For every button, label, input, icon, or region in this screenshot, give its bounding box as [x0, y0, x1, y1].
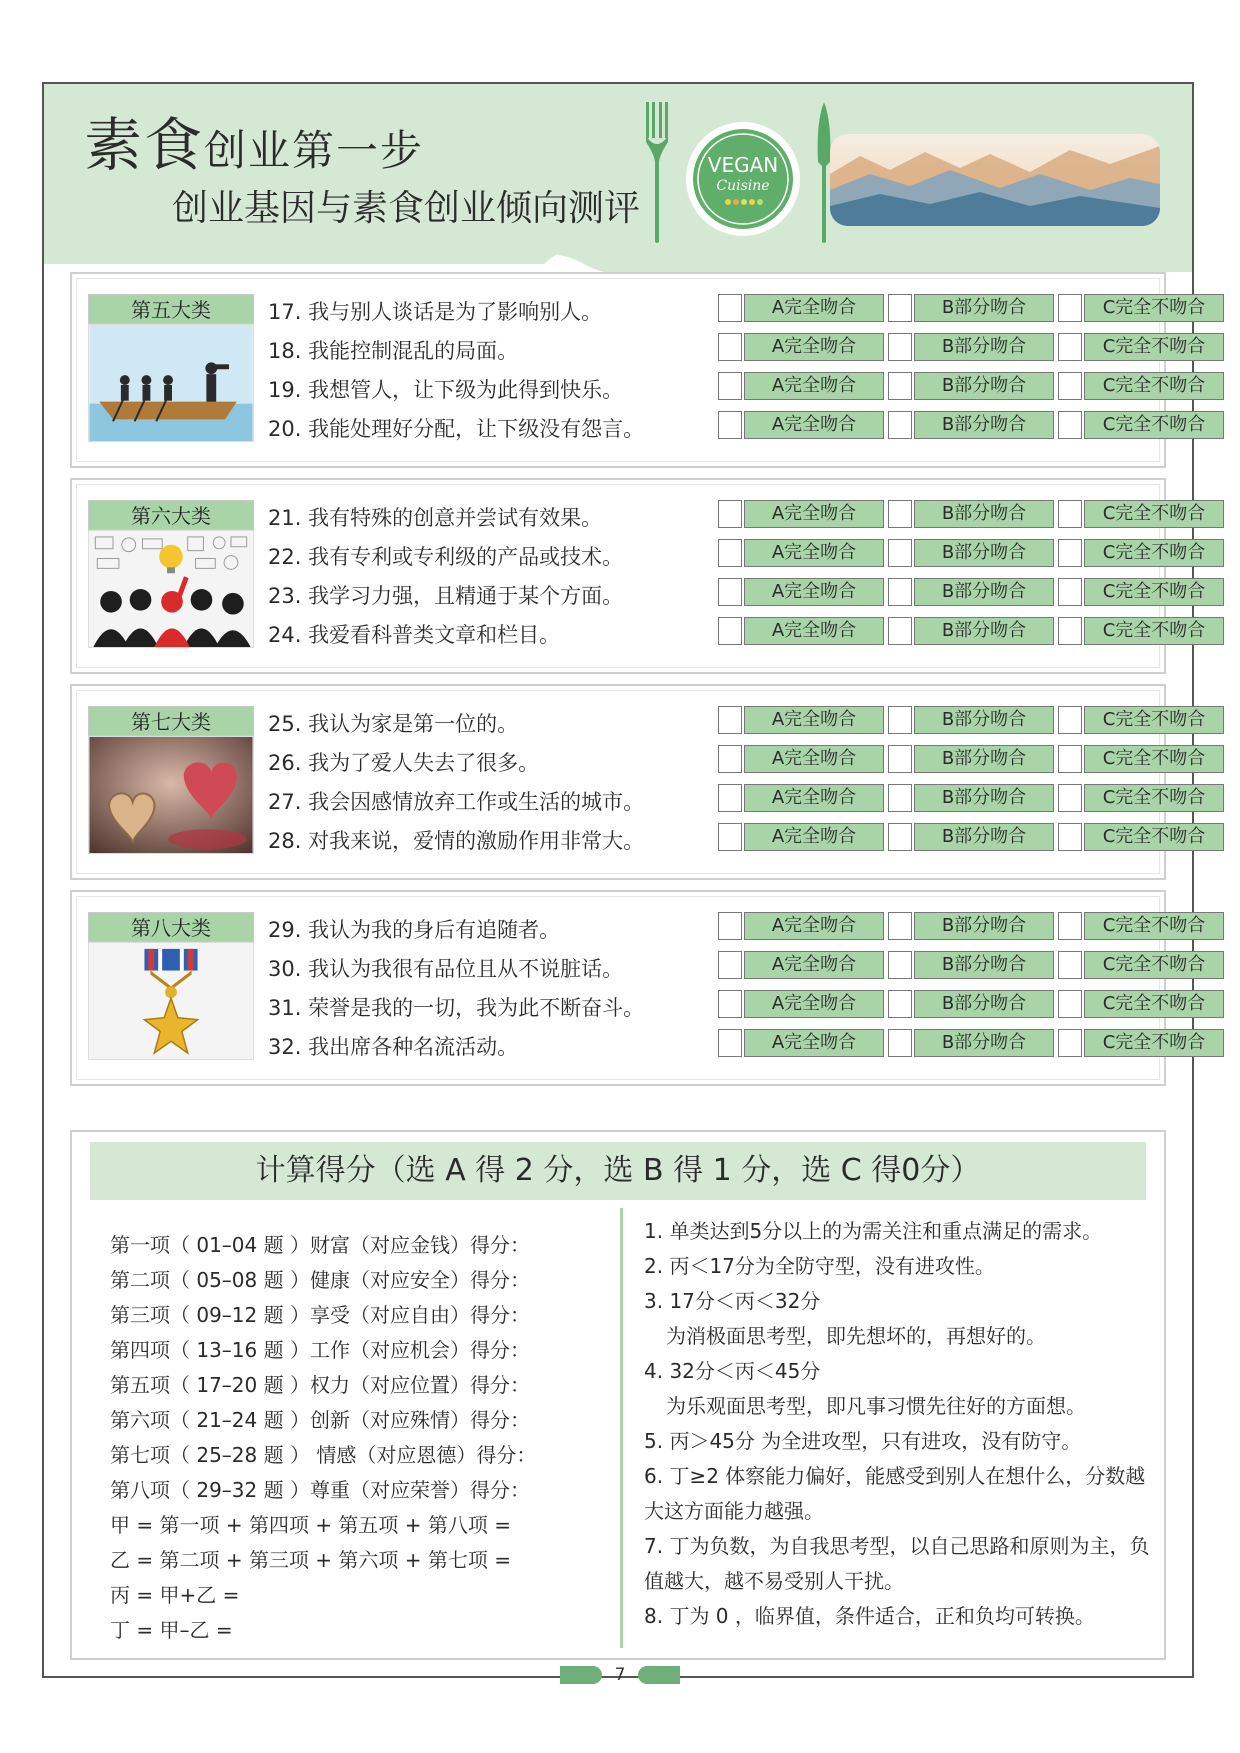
question-row: [268, 292, 1206, 326]
checkbox-b[interactable]: [888, 539, 912, 567]
checkbox-b[interactable]: [888, 823, 912, 851]
checkbox-b[interactable]: [888, 333, 912, 361]
page-subtitle: 创业基因与素食创业倾向测评: [172, 188, 641, 229]
checkbox-c[interactable]: [1058, 912, 1082, 940]
option-b-label: B部分吻合: [914, 294, 1054, 322]
medal-icon: [88, 942, 254, 1060]
checkbox-a[interactable]: [718, 500, 742, 528]
option-c-label: C完全不吻合: [1084, 617, 1224, 645]
question-text: 31. 荣誉是我的一切，我为此不断奋斗。: [268, 996, 645, 1020]
question-text: 26. 我为了爱人失去了很多。: [268, 751, 540, 775]
checkbox-b[interactable]: [888, 1029, 912, 1057]
checkbox-b[interactable]: [888, 745, 912, 773]
checkbox-b[interactable]: [888, 706, 912, 734]
question-text: 28. 对我来说，爱情的激励作用非常大。: [268, 829, 645, 853]
checkbox-a[interactable]: [718, 372, 742, 400]
checkbox-c[interactable]: [1058, 951, 1082, 979]
option-b-label: B部分吻合: [914, 617, 1054, 645]
category-label: 第八大类: [88, 912, 254, 942]
category-label: 第五大类: [88, 294, 254, 324]
question-text: 27. 我会因感情放弃工作或生活的城市。: [268, 790, 645, 814]
option-a-label: A完全吻合: [744, 539, 884, 567]
checkbox-c[interactable]: [1058, 990, 1082, 1018]
checkbox-c[interactable]: [1058, 784, 1082, 812]
option-c-label: C完全不吻合: [1084, 1029, 1224, 1057]
checkbox-a[interactable]: [718, 411, 742, 439]
option-c-label: C完全不吻合: [1084, 372, 1224, 400]
score-item: 第四项（ 13–16 题 ）工作（对应机会）得分：: [110, 1338, 530, 1362]
option-c-label: C完全不吻合: [1084, 539, 1224, 567]
option-b-label: B部分吻合: [914, 745, 1054, 773]
logo-text-top: VEGAN: [707, 153, 779, 177]
question-text: 32. 我出席各种名流活动。: [268, 1035, 519, 1059]
interpretation-item: 5. 丙＞45分 为全进攻型，只有进攻，没有防守。: [644, 1429, 1082, 1453]
scoring-divider: [620, 1208, 623, 1648]
scoring-title: 计算得分（选 A 得 2 分，选 B 得 1 分，选 C 得0分）: [90, 1142, 1146, 1200]
interpretation-list: [644, 1214, 1150, 1634]
score-item: 第八项（ 29–32 题 ）尊重（对应荣誉）得分：: [110, 1478, 530, 1502]
question-row: [268, 576, 1206, 610]
question-text: 25. 我认为家是第一位的。: [268, 712, 519, 736]
checkbox-c[interactable]: [1058, 823, 1082, 851]
interpretation-item: 1. 单类达到5分以上的为需关注和重点满足的需求。: [644, 1219, 1103, 1243]
option-a-label: A完全吻合: [744, 823, 884, 851]
category-section-6: [70, 478, 1206, 674]
question-text: 18. 我能控制混乱的局面。: [268, 339, 519, 363]
checkbox-b[interactable]: [888, 294, 912, 322]
question-text: 29. 我认为我的身后有追随者。: [268, 918, 561, 942]
page-number-text: 7: [614, 1665, 626, 1685]
checkbox-a[interactable]: [718, 617, 742, 645]
option-b-label: B部分吻合: [914, 411, 1054, 439]
option-a-label: A完全吻合: [744, 294, 884, 322]
checkbox-c[interactable]: [1058, 539, 1082, 567]
title-big: 素食: [84, 111, 205, 179]
question-row: [268, 1027, 1206, 1061]
option-a-label: A完全吻合: [744, 372, 884, 400]
title-rest: 创业第一步: [204, 126, 425, 175]
option-c-label: C完全不吻合: [1084, 706, 1224, 734]
page-number-bar-right: [638, 1666, 680, 1684]
score-formula: 丁 = 甲–乙 =: [110, 1618, 233, 1642]
question-row: [268, 782, 1206, 816]
score-item: 第一项（ 01–04 题 ）财富（对应金钱）得分：: [110, 1233, 530, 1257]
checkbox-a[interactable]: [718, 912, 742, 940]
option-b-label: B部分吻合: [914, 500, 1054, 528]
checkbox-a[interactable]: [718, 539, 742, 567]
checkbox-a[interactable]: [718, 823, 742, 851]
option-a-label: A完全吻合: [744, 706, 884, 734]
question-row: [268, 615, 1206, 649]
option-b-label: B部分吻合: [914, 912, 1054, 940]
question-row: [268, 331, 1206, 365]
interpretation-item: 7. 丁为负数，为自我思考型，以自己思路和原则为主，负值越大，越不易受别人干扰。: [644, 1534, 1150, 1593]
checkbox-c[interactable]: [1058, 294, 1082, 322]
checkbox-b[interactable]: [888, 951, 912, 979]
checkbox-c[interactable]: [1058, 411, 1082, 439]
question-row: [268, 821, 1206, 855]
score-formula: 丙 = 甲+乙 =: [110, 1583, 240, 1607]
option-b-label: B部分吻合: [914, 1029, 1054, 1057]
checkbox-a[interactable]: [718, 951, 742, 979]
scoring-section: [70, 1130, 1166, 1660]
checkbox-c[interactable]: [1058, 333, 1082, 361]
question-text: 17. 我与别人谈话是为了影响别人。: [268, 300, 603, 324]
score-item-list: [110, 1228, 610, 1648]
option-b-label: B部分吻合: [914, 578, 1054, 606]
category-label: 第六大类: [88, 500, 254, 530]
interpretation-item: 为乐观面思考型，即凡事习惯先往好的方面想。: [666, 1394, 1086, 1418]
option-c-label: C完全不吻合: [1084, 951, 1224, 979]
checkbox-a[interactable]: [718, 745, 742, 773]
option-a-label: A完全吻合: [744, 578, 884, 606]
question-row: [268, 409, 1206, 443]
checkbox-c[interactable]: [1058, 706, 1082, 734]
option-b-label: B部分吻合: [914, 539, 1054, 567]
option-b-label: B部分吻合: [914, 706, 1054, 734]
option-a-label: A完全吻合: [744, 333, 884, 361]
option-a-label: A完全吻合: [744, 411, 884, 439]
checkbox-b[interactable]: [888, 411, 912, 439]
option-c-label: C完全不吻合: [1084, 745, 1224, 773]
question-row: [268, 704, 1206, 738]
option-a-label: A完全吻合: [744, 500, 884, 528]
score-item: 第五项（ 17–20 题 ）权力（对应位置）得分：: [110, 1373, 530, 1397]
question-row: [268, 988, 1206, 1022]
option-b-label: B部分吻合: [914, 372, 1054, 400]
option-a-label: A完全吻合: [744, 745, 884, 773]
page-header: [44, 84, 1192, 254]
score-formula: 乙 = 第二项 + 第三项 + 第六项 + 第七项 =: [110, 1548, 512, 1572]
option-c-label: C完全不吻合: [1084, 912, 1224, 940]
checkbox-a[interactable]: [718, 990, 742, 1018]
checkbox-a[interactable]: [718, 784, 742, 812]
mountain-landscape-image: [830, 134, 1160, 226]
checkbox-b[interactable]: [888, 912, 912, 940]
option-a-label: A完全吻合: [744, 912, 884, 940]
score-item: 第六项（ 21–24 题 ）创新（对应殊情）得分：: [110, 1408, 530, 1432]
option-a-label: A完全吻合: [744, 617, 884, 645]
boat-rowers-image: [88, 324, 254, 442]
question-text: 21. 我有特殊的创意并尝试有效果。: [268, 506, 603, 530]
question-row: [268, 370, 1206, 404]
category-section-5: [70, 272, 1206, 468]
page-number: [560, 1664, 680, 1686]
creative-idea-crowd-image: [88, 530, 254, 648]
interpretation-item: 6. 丁≥2 体察能力偏好，能感受到别人在想什么，分数越大这方面能力越强。: [644, 1464, 1146, 1523]
question-row: [268, 537, 1206, 571]
question-row: [268, 949, 1206, 983]
option-a-label: A完全吻合: [744, 784, 884, 812]
checkbox-c[interactable]: [1058, 372, 1082, 400]
option-c-label: C完全不吻合: [1084, 578, 1224, 606]
interpretation-item: 2. 丙＜17分为全防守型，没有进攻性。: [644, 1254, 995, 1278]
category-section-8: [70, 890, 1206, 1086]
checkbox-a[interactable]: [718, 1029, 742, 1057]
question-text: 30. 我认为我很有品位且从不说脏话。: [268, 957, 624, 981]
checkbox-a[interactable]: [718, 333, 742, 361]
score-formula: 甲 = 第一项 + 第四项 + 第五项 + 第八项 =: [110, 1513, 512, 1537]
page-title: [84, 98, 424, 182]
question-row: [268, 743, 1206, 777]
interpretation-item: 4. 32分＜丙＜45分: [644, 1359, 821, 1383]
checkbox-c[interactable]: [1058, 617, 1082, 645]
score-item: 第二项（ 05–08 题 ）健康（对应安全）得分：: [110, 1268, 530, 1292]
option-a-label: A完全吻合: [744, 951, 884, 979]
checkbox-b[interactable]: [888, 617, 912, 645]
option-b-label: B部分吻合: [914, 951, 1054, 979]
interpretation-item: 8. 丁为 0 ，临界值，条件适合，正和负均可转换。: [644, 1604, 1095, 1628]
score-item: 第三项（ 09–12 题 ）享受（对应自由）得分：: [110, 1303, 530, 1327]
question-text: 24. 我爱看科普类文章和栏目。: [268, 623, 561, 647]
question-text: 23. 我学习力强，且精通于某个方面。: [268, 584, 624, 608]
vegan-logo: [684, 120, 802, 238]
option-c-label: C完全不吻合: [1084, 990, 1224, 1018]
checkbox-b[interactable]: [888, 500, 912, 528]
option-b-label: B部分吻合: [914, 990, 1054, 1018]
checkbox-c[interactable]: [1058, 1029, 1082, 1057]
checkbox-c[interactable]: [1058, 500, 1082, 528]
option-b-label: B部分吻合: [914, 823, 1054, 851]
option-c-label: C完全不吻合: [1084, 823, 1224, 851]
option-b-label: B部分吻合: [914, 333, 1054, 361]
score-item: 第七项（ 25–28 题 ） 情感（对应恩德）得分：: [110, 1443, 537, 1467]
question-text: 19. 我想管人，让下级为此得到快乐。: [268, 378, 624, 402]
option-c-label: C完全不吻合: [1084, 411, 1224, 439]
interpretation-item: 3. 17分＜丙＜32分: [644, 1289, 821, 1313]
checkbox-a[interactable]: [718, 578, 742, 606]
category-section-7: [70, 684, 1206, 880]
option-c-label: C完全不吻合: [1084, 333, 1224, 361]
checkbox-b[interactable]: [888, 578, 912, 606]
option-c-label: C完全不吻合: [1084, 784, 1224, 812]
page-frame: [42, 82, 1206, 1678]
hearts-image: [88, 736, 254, 854]
checkbox-c[interactable]: [1058, 578, 1082, 606]
fork-icon: [644, 102, 670, 244]
option-c-label: C完全不吻合: [1084, 294, 1224, 322]
question-row: [268, 910, 1206, 944]
category-label: 第七大类: [88, 706, 254, 736]
logo-text-bottom: Cuisine: [716, 178, 770, 194]
interpretation-item: 为消极面思考型，即先想坏的，再想好的。: [666, 1324, 1046, 1348]
question-text: 20. 我能处理好分配，让下级没有怨言。: [268, 417, 645, 441]
checkbox-a[interactable]: [718, 294, 742, 322]
option-c-label: C完全不吻合: [1084, 500, 1224, 528]
checkbox-b[interactable]: [888, 372, 912, 400]
checkbox-b[interactable]: [888, 990, 912, 1018]
question-text: 22. 我有专利或专利级的产品或技术。: [268, 545, 624, 569]
option-a-label: A完全吻合: [744, 990, 884, 1018]
question-row: [268, 498, 1206, 532]
option-b-label: B部分吻合: [914, 784, 1054, 812]
checkbox-c[interactable]: [1058, 745, 1082, 773]
option-a-label: A完全吻合: [744, 1029, 884, 1057]
checkbox-b[interactable]: [888, 784, 912, 812]
page-number-bar-left: [560, 1666, 602, 1684]
checkbox-a[interactable]: [718, 706, 742, 734]
